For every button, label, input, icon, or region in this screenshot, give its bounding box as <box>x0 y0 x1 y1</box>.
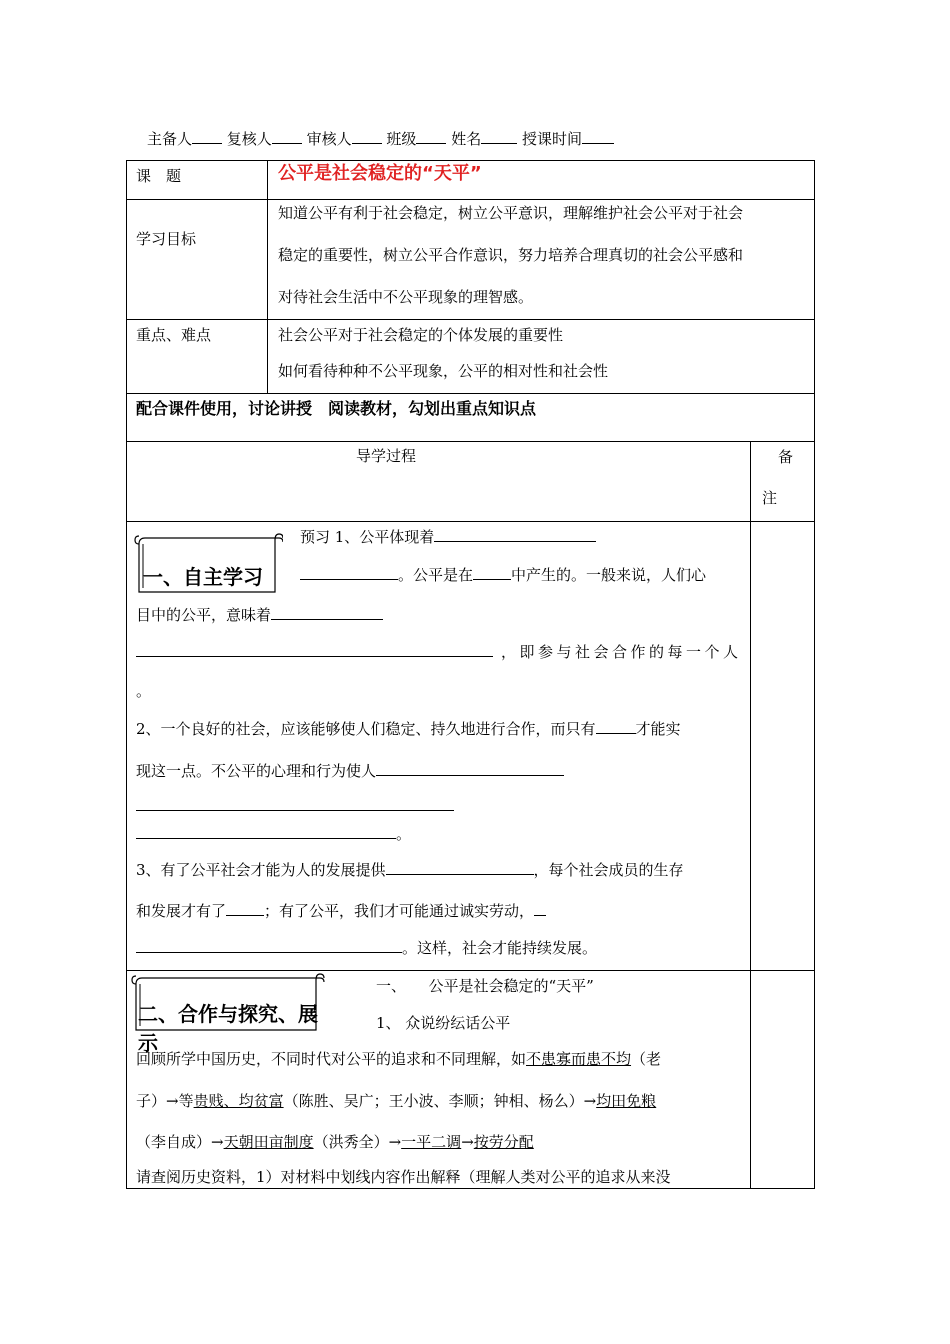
q3-line-2 <box>136 900 546 921</box>
process-label: 导学过程 <box>356 447 417 465</box>
auditor-label: 审核人 <box>306 130 352 148</box>
s2-p3-start: （李自成）→ <box>136 1133 224 1151</box>
q3-line1-start: 3、有了公平社会才能为人的发展提供 <box>136 861 386 879</box>
preparer-label: 主备人 <box>147 130 193 148</box>
q1-line-3 <box>136 604 383 625</box>
q3-line1-end: ，每个社会成员的生存 <box>533 861 684 879</box>
s2-p2-underlined-1: 贵贱、均贫富 <box>193 1092 284 1110</box>
s2-p3-underlined-3: 按劳分配 <box>473 1133 534 1151</box>
q2-line4-end: 。 <box>396 825 412 843</box>
q2-line1-end: 才能实 <box>635 720 681 738</box>
q3-line2-start: 和发展才有了 <box>136 902 227 920</box>
s2-para-line-4: 请查阅历史资料，1）对材料中划线内容作出解释（理解人类对公平的追求从来没 <box>136 1168 671 1186</box>
key-label: 重点、难点 <box>136 326 212 344</box>
s2-p2-start: 子）→等 <box>136 1092 194 1110</box>
topic-label: 课 题 <box>136 167 182 185</box>
q1-line-1 <box>300 526 596 547</box>
q3-blank-2[interactable] <box>226 901 264 916</box>
s2-p1-start: 回顾所学中国历史，不同时代对公平的追求和不同理解，如 <box>136 1050 527 1068</box>
reviewer-label: 复核人 <box>226 130 272 148</box>
q2-line-3 <box>136 796 454 815</box>
q3-line-3 <box>136 937 597 958</box>
q2-blank-1[interactable] <box>596 719 636 734</box>
section2-badge <box>130 970 325 1055</box>
lesson-time-label: 授课时间 <box>521 130 582 148</box>
q2-line2-text: 现这一点。不公平的心理和行为使人 <box>136 762 377 780</box>
q1-line2-end: 中产生的。一般来说，人们心 <box>511 566 707 584</box>
arrow-icon: → <box>461 1133 474 1151</box>
goals-line-2: 稳定的重要性，树立公平合作意识，努力培养合理真切的社会公平感和 <box>278 246 744 264</box>
page-title: 公平是社会稳定的“天平” <box>278 163 482 184</box>
q1-line4-end: ，即参与社会合作的每一个人 <box>501 643 742 661</box>
q2-blank-4[interactable] <box>136 824 396 839</box>
q3-blank-3[interactable] <box>534 901 546 916</box>
section2-heading: 一、 公平是社会稳定的“天平” <box>376 977 594 995</box>
q1-line3-text: 目中的公平，意味着 <box>136 606 272 624</box>
q3-line3-end: 。这样，社会才能持续发展。 <box>402 939 598 957</box>
s2-p2-underlined-2: 均田免粮 <box>596 1092 657 1110</box>
class-blank[interactable] <box>416 129 446 144</box>
goals-line-3: 对待社会生活中不公平现象的理智感。 <box>278 288 534 306</box>
goals-label: 学习目标 <box>136 230 197 248</box>
q3-line2-mid: ；有了公平，我们才可能通过诚实劳动， <box>264 902 535 920</box>
q1-line2-mid: 。公平是在 <box>398 566 474 584</box>
s2-para-line-3 <box>136 1131 534 1152</box>
q1-blank-1[interactable] <box>434 527 596 542</box>
notes-label-1: 备 <box>778 448 794 466</box>
q1-blank-5[interactable] <box>136 642 493 657</box>
q2-line-1 <box>136 718 681 739</box>
s2-para-line-1 <box>136 1048 661 1069</box>
section2-subheading: 1、 众说纷纭话公平 <box>376 1014 511 1032</box>
auditor-blank[interactable] <box>352 129 382 144</box>
s2-para-line-2 <box>136 1090 656 1111</box>
name-blank[interactable] <box>481 129 517 144</box>
q3-blank-4[interactable] <box>136 938 402 953</box>
q3-line-1 <box>136 859 684 880</box>
q1-line-5: 。 <box>136 682 152 700</box>
q1-blank-4[interactable] <box>271 605 383 620</box>
goals-line-1: 知道公平有利于社会稳定，树立公平意识，理解维护社会公平对于社会 <box>278 204 744 222</box>
s2-p2-mid: （陈胜、吴广；王小波、李顺；钟相、杨么）→ <box>283 1092 597 1110</box>
section1-badge <box>133 530 283 596</box>
reviewer-blank[interactable] <box>272 129 302 144</box>
q1-line-2 <box>300 564 706 585</box>
notes-label-2: 注 <box>762 489 778 507</box>
lesson-time-blank[interactable] <box>582 129 614 144</box>
q2-line-2 <box>136 760 564 781</box>
q1-blank-3[interactable] <box>473 565 511 580</box>
preparer-blank[interactable] <box>192 129 222 144</box>
s2-p1-underlined: 不患寡而患不均 <box>526 1050 632 1068</box>
key-line-1: 社会公平对于社会稳定的个体发展的重要性 <box>278 326 564 344</box>
key-line-2: 如何看待种种不公平现象，公平的相对性和社会性 <box>278 362 609 380</box>
header-line <box>147 128 614 149</box>
q2-blank-3[interactable] <box>136 796 454 811</box>
s2-p3-underlined-1: 天朝田亩制度 <box>223 1133 314 1151</box>
q2-line1-start: 2、一个良好的社会，应该能够使人们稳定、持久地进行合作，而只有 <box>136 720 596 738</box>
q1-line-4 <box>136 641 742 662</box>
class-label: 班级 <box>386 130 417 148</box>
method-line: 配合课件使用，讨论讲授 阅读教材，勾划出重点知识点 <box>136 399 537 418</box>
q3-blank-1[interactable] <box>386 860 534 875</box>
q2-blank-2[interactable] <box>376 761 564 776</box>
s2-p1-end: （老 <box>631 1050 662 1068</box>
q2-line-4 <box>136 823 411 844</box>
name-label: 姓名 <box>451 130 482 148</box>
s2-p3-mid: （洪秀全）→ <box>313 1133 402 1151</box>
q1-blank-2[interactable] <box>300 565 398 580</box>
section1-title: 一、自主学习 <box>143 565 263 589</box>
section2-title: 二、合作与探究、展示 <box>138 1002 318 1055</box>
q1-prefix: 预习 1、公平体现着 <box>300 528 435 546</box>
s2-p3-underlined-2: 一平二调 <box>401 1133 462 1151</box>
